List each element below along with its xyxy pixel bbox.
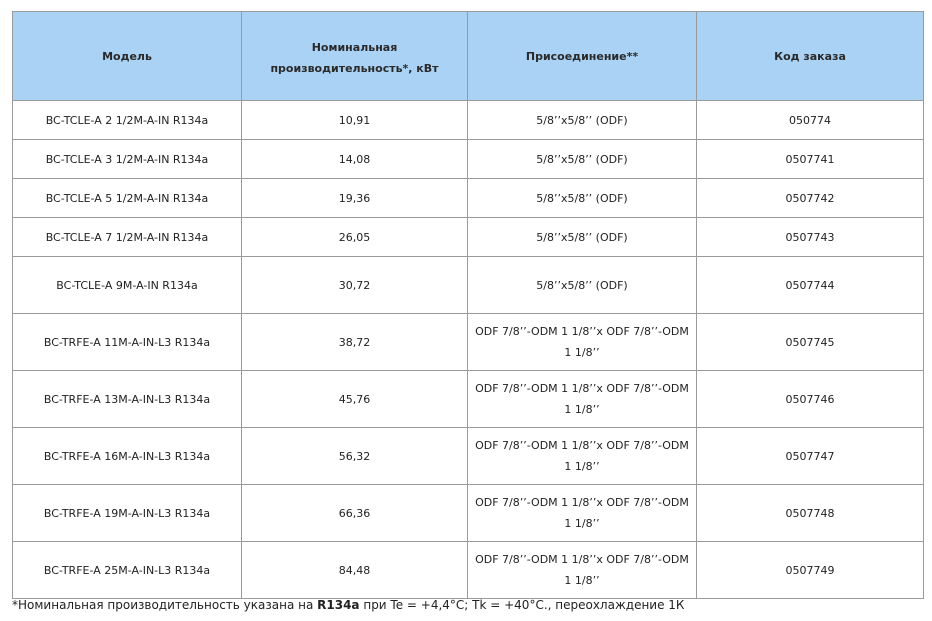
cell-capacity: 14,08 (242, 140, 468, 179)
cell-model: BC-TRFE-A 16M-A-IN-L3 R134a (13, 428, 242, 485)
cell-connection: 5/8’’x5/8’’ (ODF) (468, 218, 697, 257)
cell-connection: 5/8’’x5/8’’ (ODF) (468, 140, 697, 179)
cell-capacity: 56,32 (242, 428, 468, 485)
cell-capacity: 45,76 (242, 371, 468, 428)
cell-order-code: 0507743 (697, 218, 924, 257)
cell-capacity: 38,72 (242, 314, 468, 371)
header-row (13, 12, 924, 101)
footnote-prefix: *Номинальная производительность указана на (12, 598, 318, 612)
cell-model: BC-TCLE-A 3 1/2M-A-IN R134a (13, 140, 242, 179)
header-capacity: Номинальная производительность*, кВт (242, 12, 468, 101)
cell-order-code: 0507747 (697, 428, 924, 485)
cell-capacity: 66,36 (242, 485, 468, 542)
table-row (13, 371, 924, 428)
cell-order-code: 050774 (697, 101, 924, 140)
table-row (13, 218, 924, 257)
cell-connection: 5/8’’x5/8’’ (ODF) (468, 101, 697, 140)
cell-connection: ODF 7/8’’-ODM 1 1/8’’x ODF 7/8’’-ODM 1 1/8’’ (468, 314, 697, 371)
header-order-code: Код заказа (697, 12, 924, 101)
cell-capacity: 10,91 (242, 101, 468, 140)
table-row (13, 428, 924, 485)
cell-model: BC-TRFE-A 11M-A-IN-L3 R134a (13, 314, 242, 371)
footnote (12, 597, 684, 613)
product-table (12, 11, 924, 599)
cell-order-code: 0507746 (697, 371, 924, 428)
table-row (13, 140, 924, 179)
table-row (13, 257, 924, 314)
cell-connection: ODF 7/8’’-ODM 1 1/8’’x ODF 7/8’’-ODM 1 1/8’’ (468, 428, 697, 485)
cell-order-code: 0507741 (697, 140, 924, 179)
footnote-refrigerant: R134a (317, 598, 360, 612)
cell-model: BC-TRFE-A 13M-A-IN-L3 R134a (13, 371, 242, 428)
cell-order-code: 0507744 (697, 257, 924, 314)
cell-capacity: 19,36 (242, 179, 468, 218)
cell-model: BC-TCLE-A 2 1/2M-A-IN R134a (13, 101, 242, 140)
cell-connection: ODF 7/8’’-ODM 1 1/8’’x ODF 7/8’’-ODM 1 1/8’’ (468, 485, 697, 542)
cell-capacity: 84,48 (242, 542, 468, 599)
table-row (13, 542, 924, 599)
cell-order-code: 0507748 (697, 485, 924, 542)
cell-model: BC-TCLE-A 5 1/2M-A-IN R134a (13, 179, 242, 218)
cell-order-code: 0507749 (697, 542, 924, 599)
table-header (13, 12, 924, 101)
table-row (13, 179, 924, 218)
cell-connection: ODF 7/8’’-ODM 1 1/8’’x ODF 7/8’’-ODM 1 1/8’’ (468, 542, 697, 599)
cell-model: BC-TRFE-A 25M-A-IN-L3 R134a (13, 542, 242, 599)
cell-order-code: 0507742 (697, 179, 924, 218)
cell-order-code: 0507745 (697, 314, 924, 371)
cell-capacity: 26,05 (242, 218, 468, 257)
cell-connection: 5/8’’x5/8’’ (ODF) (468, 257, 697, 314)
footnote-suffix: при Te = +4,4°С; Tk = +40°С., переохлаждение 1К (359, 598, 685, 612)
table-row (13, 485, 924, 542)
cell-model: BC-TCLE-A 7 1/2M-A-IN R134a (13, 218, 242, 257)
cell-capacity: 30,72 (242, 257, 468, 314)
cell-model: BC-TRFE-A 19M-A-IN-L3 R134a (13, 485, 242, 542)
table-row (13, 314, 924, 371)
table-row (13, 101, 924, 140)
cell-connection: 5/8’’x5/8’’ (ODF) (468, 179, 697, 218)
table-body (13, 101, 924, 599)
cell-model: BC-TCLE-A 9M-A-IN R134a (13, 257, 242, 314)
header-connection: Присоединение** (468, 12, 697, 101)
cell-connection: ODF 7/8’’-ODM 1 1/8’’x ODF 7/8’’-ODM 1 1/8’’ (468, 371, 697, 428)
header-model: Модель (13, 12, 242, 101)
